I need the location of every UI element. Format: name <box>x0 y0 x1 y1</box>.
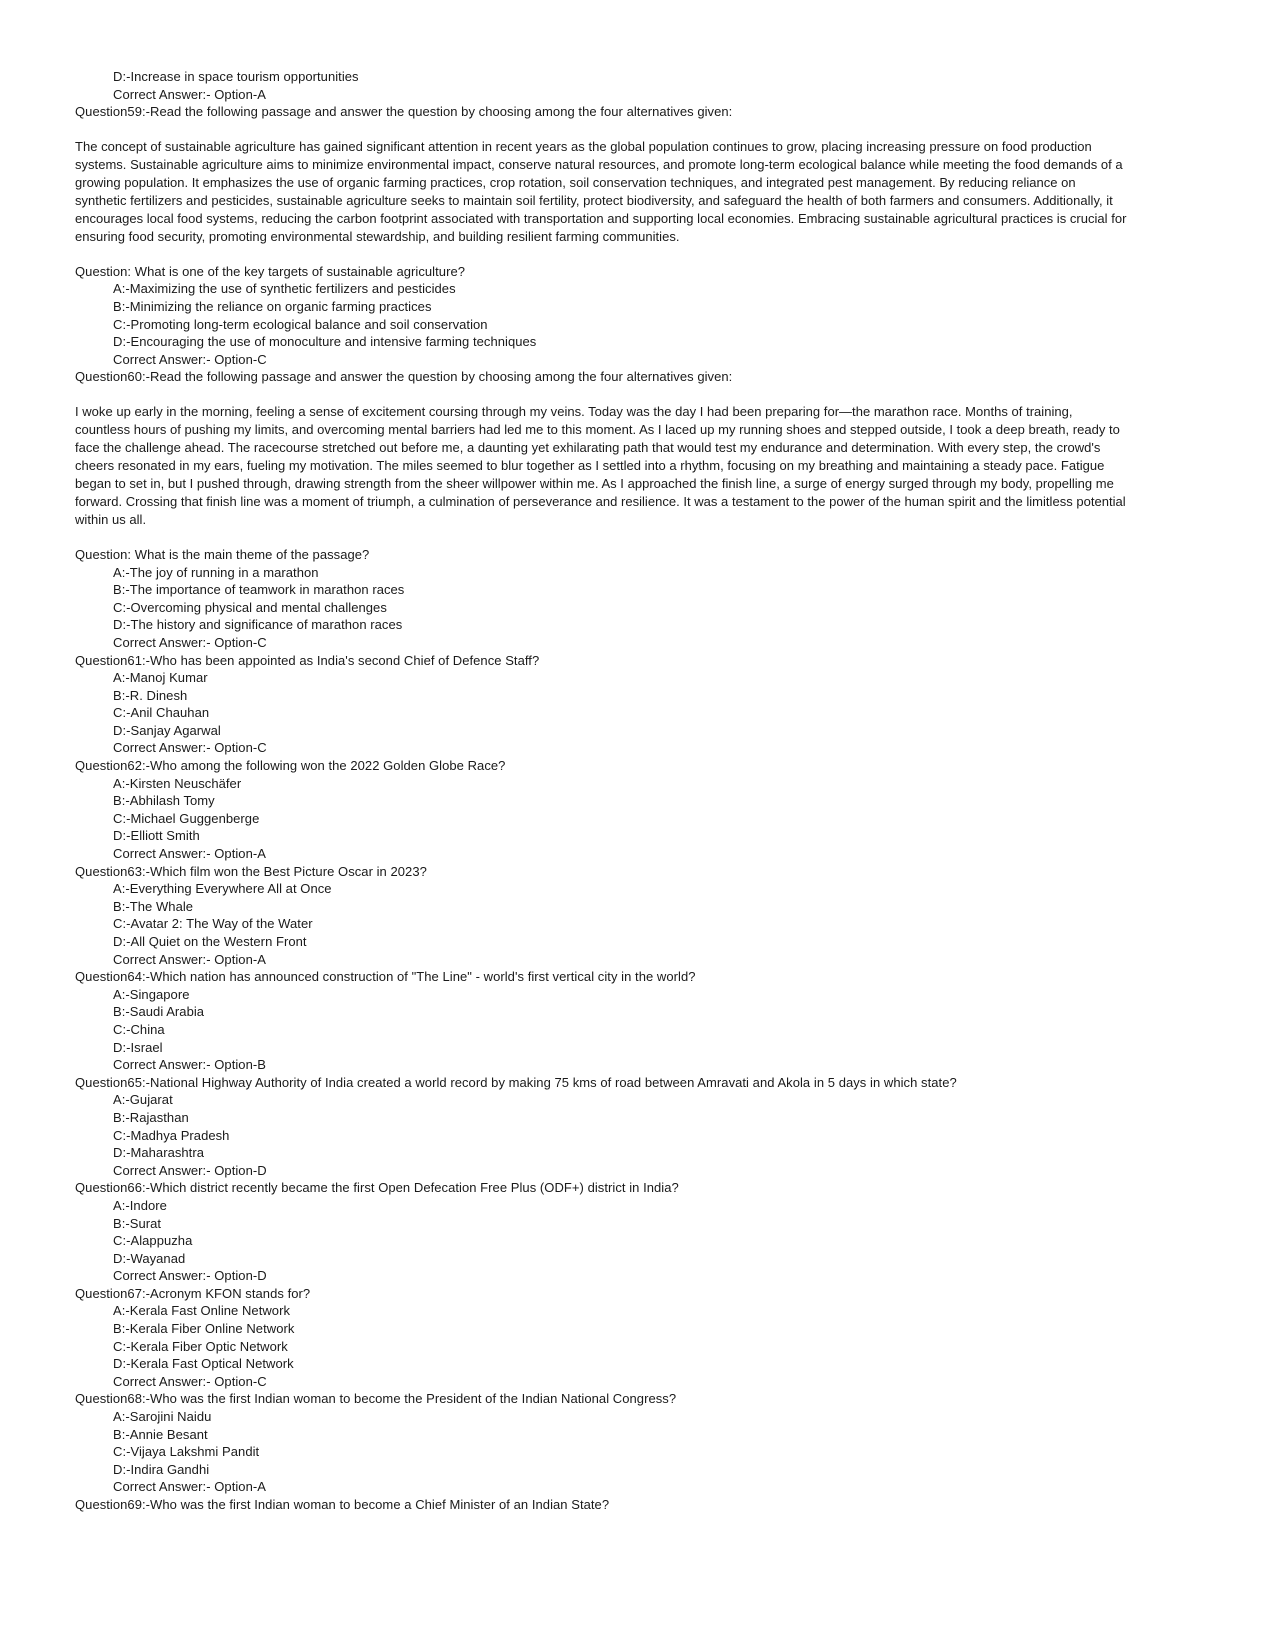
answer-option: A:-Gujarat <box>113 1092 173 1108</box>
answer-option: C:-Anil Chauhan <box>113 705 210 721</box>
answer-option: B:-Kerala Fiber Online Network <box>113 1321 295 1337</box>
reading-passage: The concept of sustainable agriculture has gained significant attention in recent years as the global population continues to grow, placing increasing pressure on food production systems. Sustainable agriculture aims to minimize environmental impact, conserve natural resources, and promote long-term ecological balance while meeting the food demands of a growing population. It emphasizes the use of organic farming practices, crop rotation, soil conservation techniques, and integrated pest management. By reducing reliance on synthetic fertilizers and pesticides, sustainable agriculture seeks to maintain soil fertility, protect biodiversity, and safeguard the health of both farmers and consumers. Additionally, it encourages local food systems, reducing the carbon footprint associated with transportation and supporting local economies. Embracing sustainable agricultural practices is crucial for ensuring food security, promoting environmental stewardship, and building resilient farming communities. <box>75 138 1127 244</box>
correct-answer-line: Correct Answer:- Option-A <box>113 1479 266 1495</box>
question-line: Question60:-Read the following passage and answer the question by choosing among the four alternatives given: <box>75 369 733 385</box>
answer-option: A:-Indore <box>113 1197 167 1213</box>
answer-option: B:-Surat <box>113 1215 162 1231</box>
question-line: Question: What is one of the key targets of sustainable agriculture? <box>75 263 466 279</box>
answer-option: D:-Kerala Fast Optical Network <box>113 1356 294 1372</box>
answer-option: D:-The history and significance of marathon races <box>113 617 403 633</box>
question-line: Question62:-Who among the following won the 2022 Golden Globe Race? <box>75 758 506 774</box>
answer-option: D:-Maharashtra <box>113 1145 205 1161</box>
question-line: Question69:-Who was the first Indian woman to become a Chief Minister of an Indian State? <box>75 1497 610 1512</box>
answer-option: B:-Annie Besant <box>113 1426 208 1442</box>
answer-option: C:-Kerala Fiber Optic Network <box>113 1338 288 1354</box>
correct-answer-line: Correct Answer:- Option-C <box>113 634 267 650</box>
correct-answer-line: Correct Answer:- Option-C <box>113 1373 267 1389</box>
paragraph-spacer <box>75 529 1205 546</box>
paragraph-spacer <box>75 121 1205 138</box>
correct-answer-line: Correct Answer:- Option-A <box>113 846 266 862</box>
answer-option: D:-Israel <box>113 1039 163 1055</box>
question-line: Question68:-Who was the first Indian woman to become the President of the Indian National Congress? <box>75 1391 677 1407</box>
paragraph-spacer <box>75 386 1205 403</box>
correct-answer-line: Correct Answer:- Option-D <box>113 1268 267 1284</box>
answer-option: C:-China <box>113 1021 165 1037</box>
answer-option: A:-Sarojini Naidu <box>113 1409 212 1425</box>
answer-option: A:-The joy of running in a marathon <box>113 564 319 580</box>
answer-option: C:-Michael Guggenberge <box>113 810 260 826</box>
answer-option: A:-Kerala Fast Online Network <box>113 1303 291 1319</box>
answer-option: B:-The importance of teamwork in marathon races <box>113 582 405 598</box>
correct-answer-line: Correct Answer:- Option-C <box>113 351 267 367</box>
answer-option: B:-Rajasthan <box>113 1109 189 1125</box>
answer-option: D:-Encouraging the use of monoculture and intensive farming techniques <box>113 334 537 350</box>
answer-option: A:-Singapore <box>113 986 190 1002</box>
question-line: Question: What is the main theme of the passage? <box>75 546 370 562</box>
question-line: Question64:-Which nation has announced construction of "The Line" - world's first vertical city in the world? <box>75 969 696 985</box>
answer-option: D:-Wayanad <box>113 1250 186 1266</box>
answer-option: C:-Madhya Pradesh <box>113 1127 230 1143</box>
paragraph-spacer <box>75 246 1205 263</box>
answer-option: B:-Saudi Arabia <box>113 1004 205 1020</box>
correct-answer-line: Correct Answer:- Option-A <box>113 951 266 967</box>
correct-answer-line: Correct Answer:- Option-B <box>113 1057 266 1073</box>
question-line: Question63:-Which film won the Best Picture Oscar in 2023? <box>75 863 427 879</box>
answer-option: C:-Overcoming physical and mental challenges <box>113 599 387 615</box>
question-line: Question65:-National Highway Authority of India created a world record by making 75 kms of road between Amravati and Akola in 5 days in which state? <box>75 1074 957 1090</box>
answer-option: C:-Promoting long-term ecological balance and soil conservation <box>113 316 488 332</box>
answer-option: D:-Sanjay Agarwal <box>113 722 221 738</box>
correct-answer-line: Correct Answer:- Option-C <box>113 740 267 756</box>
answer-option: B:-The Whale <box>113 898 194 914</box>
question-line: Question67:-Acronym KFON stands for? <box>75 1285 311 1301</box>
reading-passage: I woke up early in the morning, feeling a sense of excitement coursing through my veins. Today was the day I had been preparing for—the marathon race. Months of training, countless hours of pushing my limits, and overcoming mental barriers had led me to this moment. As I laced up my running shoes and stepped outside, I took a deep breath, ready to face the challenge ahead. The racecourse stretched out before me, a daunting yet exhilarating path that would test my endurance and determination. With every step, the crowd's cheers resonated in my ears, fueling my motivation. The miles seemed to blur together as I settled into a rhythm, focusing on my breathing and maintaining a steady pace. Fatigue began to set in, but I pushed through, drawing strength from the sheer willpower within me. As I approached the finish line, a surge of energy surged through my body, propelling me forward. Crossing that finish line was a moment of triumph, a culmination of perseverance and resilience. It was a testament to the power of the human spirit and the limitless potential within us all. <box>75 403 1126 527</box>
answer-option: B:-Abhilash Tomy <box>113 793 215 809</box>
answer-option: D:-All Quiet on the Western Front <box>113 934 307 949</box>
answer-option: A:-Manoj Kumar <box>113 670 208 686</box>
answer-option: D:-Elliott Smith <box>113 828 200 844</box>
answer-option: D:-Increase in space tourism opportunities <box>113 69 359 84</box>
answer-option: A:-Maximizing the use of synthetic fertilizers and pesticides <box>113 281 456 297</box>
answer-option: C:-Vijaya Lakshmi Pandit <box>113 1444 260 1460</box>
question-paper-content <box>75 68 1205 1514</box>
answer-option: B:-R. Dinesh <box>113 687 188 703</box>
answer-option: D:-Indira Gandhi <box>113 1461 210 1477</box>
answer-option: C:-Alappuzha <box>113 1233 193 1249</box>
question-line: Question61:-Who has been appointed as India's second Chief of Defence Staff? <box>75 652 540 668</box>
correct-answer-line: Correct Answer:- Option-A <box>113 86 266 102</box>
answer-option: C:-Avatar 2: The Way of the Water <box>113 916 313 932</box>
answer-option: A:-Kirsten Neuschäfer <box>113 775 242 791</box>
answer-option: A:-Everything Everywhere All at Once <box>113 881 332 897</box>
question-line: Question66:-Which district recently became the first Open Defecation Free Plus (ODF+) district in India? <box>75 1180 679 1196</box>
correct-answer-line: Correct Answer:- Option-D <box>113 1162 267 1178</box>
question-line: Question59:-Read the following passage and answer the question by choosing among the four alternatives given: <box>75 104 733 120</box>
answer-option: B:-Minimizing the reliance on organic farming practices <box>113 298 432 314</box>
